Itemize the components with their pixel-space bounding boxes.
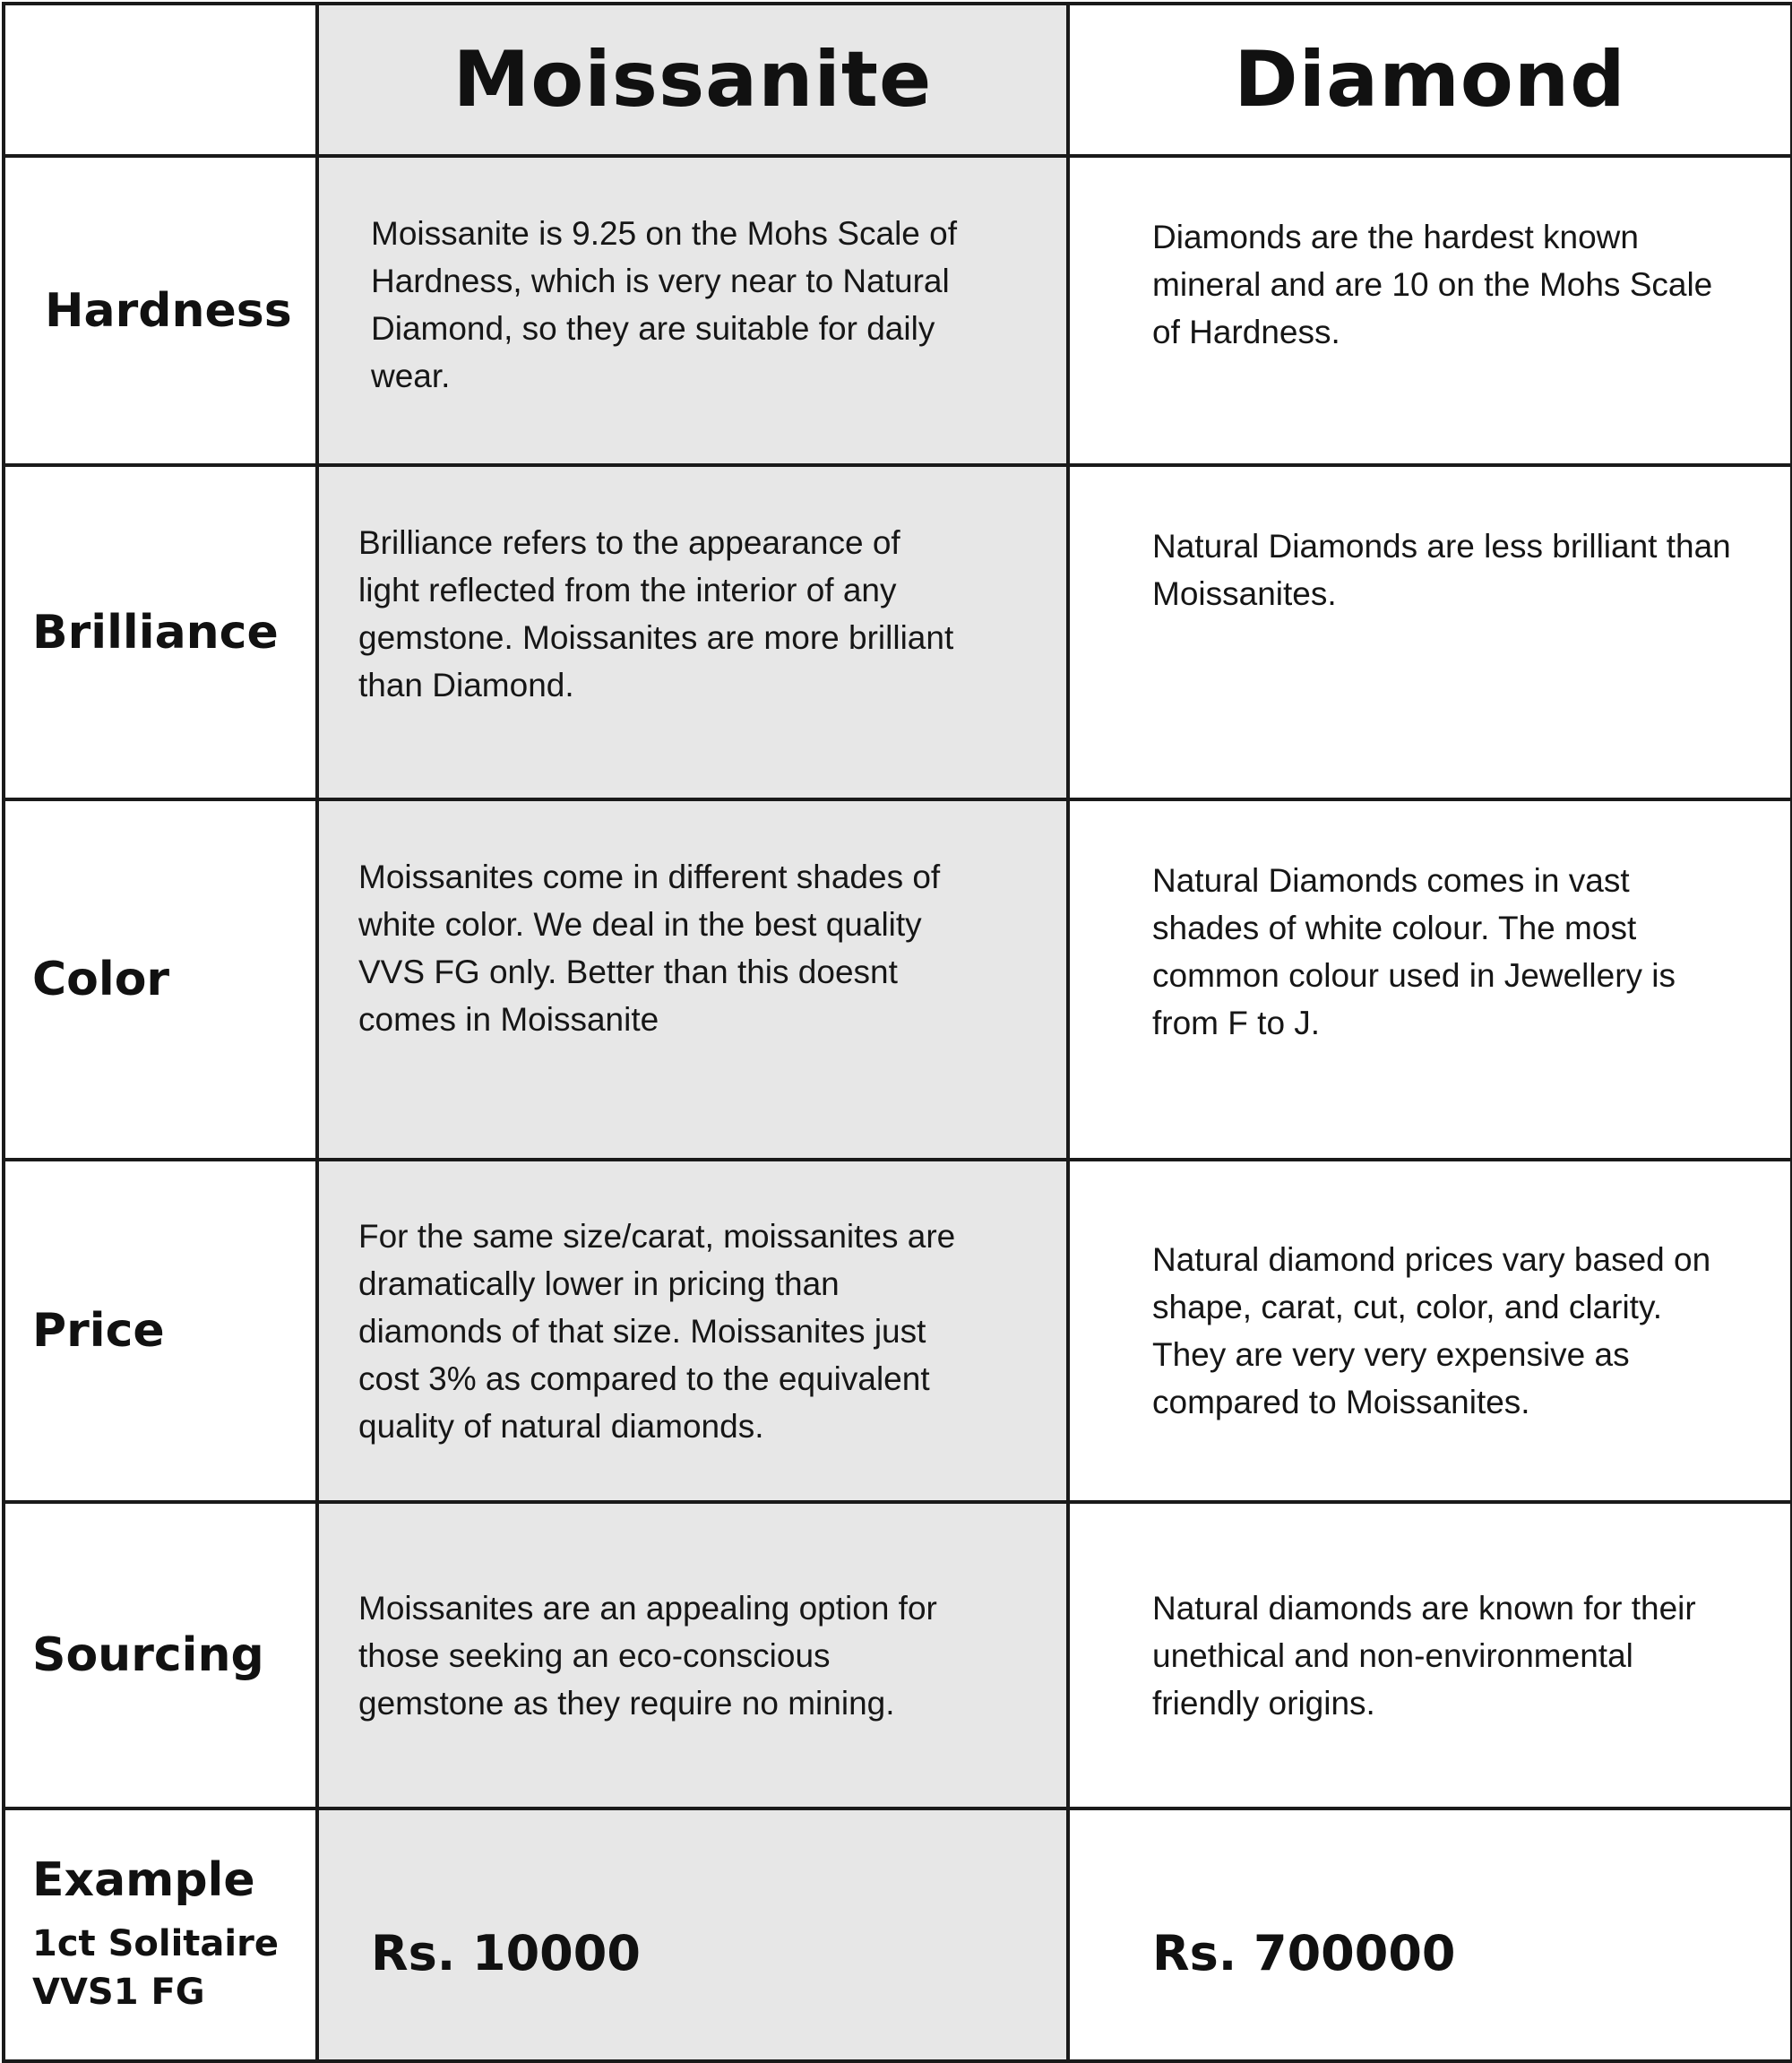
diamond-price-cell <box>1068 1160 1792 1502</box>
moissanite-hardness-text: Moissanite is 9.25 on the Mohs Scale of Hardness, which is very near to Natural Diamond, so they are suitable for daily wear. <box>371 215 958 394</box>
diamond-sourcing-cell <box>1068 1502 1792 1808</box>
example-row <box>4 1808 1792 2061</box>
moissanite-column-title: Moissanite <box>317 4 1068 156</box>
table-row <box>4 156 1792 465</box>
row-label-hardness: Hardness <box>4 156 317 465</box>
moissanite-color-cell <box>317 799 1068 1160</box>
diamond-color-cell <box>1068 799 1792 1160</box>
table-row <box>4 1160 1792 1502</box>
moissanite-sourcing-cell <box>317 1502 1068 1808</box>
moissanite-sourcing-text: Moissanites are an appealing option for those seeking an eco-conscious gemstone as they require no mining. <box>358 1589 937 1722</box>
diamond-example-price: Rs. 700000 <box>1068 1808 1792 2061</box>
example-sub-line1: 1ct Solitaire <box>32 1923 279 1964</box>
row-label-example <box>4 1808 317 2061</box>
row-label-brilliance: Brilliance <box>4 465 317 799</box>
example-title: Example <box>32 1853 255 1907</box>
header-row <box>4 4 1792 156</box>
corner-cell <box>4 4 317 156</box>
table-row <box>4 465 1792 799</box>
moissanite-brilliance-cell <box>317 465 1068 799</box>
diamond-brilliance-text: Natural Diamonds are less brilliant than Moissanites. <box>1152 528 1731 612</box>
row-label-sourcing: Sourcing <box>4 1502 317 1808</box>
moissanite-example-price: Rs. 10000 <box>317 1808 1068 2061</box>
moissanite-hardness-cell <box>317 156 1068 465</box>
moissanite-color-text: Moissanites come in different shades of white color. We deal in the best quality VVS FG only. Better than this doesnt comes in Moissanite <box>358 859 941 1038</box>
comparison-table <box>2 2 1792 2063</box>
row-label-price: Price <box>4 1160 317 1502</box>
diamond-hardness-cell <box>1068 156 1792 465</box>
moissanite-brilliance-text: Brilliance refers to the appearance of light reflected from the interior of any gemstone. Moissanites are more brilliant than Diamond. <box>358 524 954 703</box>
diamond-price-text: Natural diamond prices vary based on shape, carat, cut, color, and clarity. They are very very expensive as compared to Moissanites. <box>1152 1241 1711 1420</box>
table-row <box>4 1502 1792 1808</box>
table-row <box>4 799 1792 1160</box>
diamond-column-title: Diamond <box>1068 4 1792 156</box>
diamond-sourcing-text: Natural diamonds are known for their unethical and non-environmental friendly origins. <box>1152 1589 1696 1722</box>
diamond-brilliance-cell <box>1068 465 1792 799</box>
diamond-hardness-text: Diamonds are the hardest known mineral and are 10 on the Mohs Scale of Hardness. <box>1152 219 1713 350</box>
diamond-color-text: Natural Diamonds comes in vast shades of white colour. The most common colour used in Jewellery is from F to J. <box>1152 862 1676 1041</box>
moissanite-price-cell <box>317 1160 1068 1502</box>
row-label-color: Color <box>4 799 317 1160</box>
moissanite-price-text: For the same size/carat, moissanites are dramatically lower in pricing than diamonds of that size. Moissanites just cost 3% as compared to the equivalent quality of natural diamonds. <box>358 1217 956 1445</box>
example-sub-line2: VVS1 FG <box>32 1972 205 2013</box>
